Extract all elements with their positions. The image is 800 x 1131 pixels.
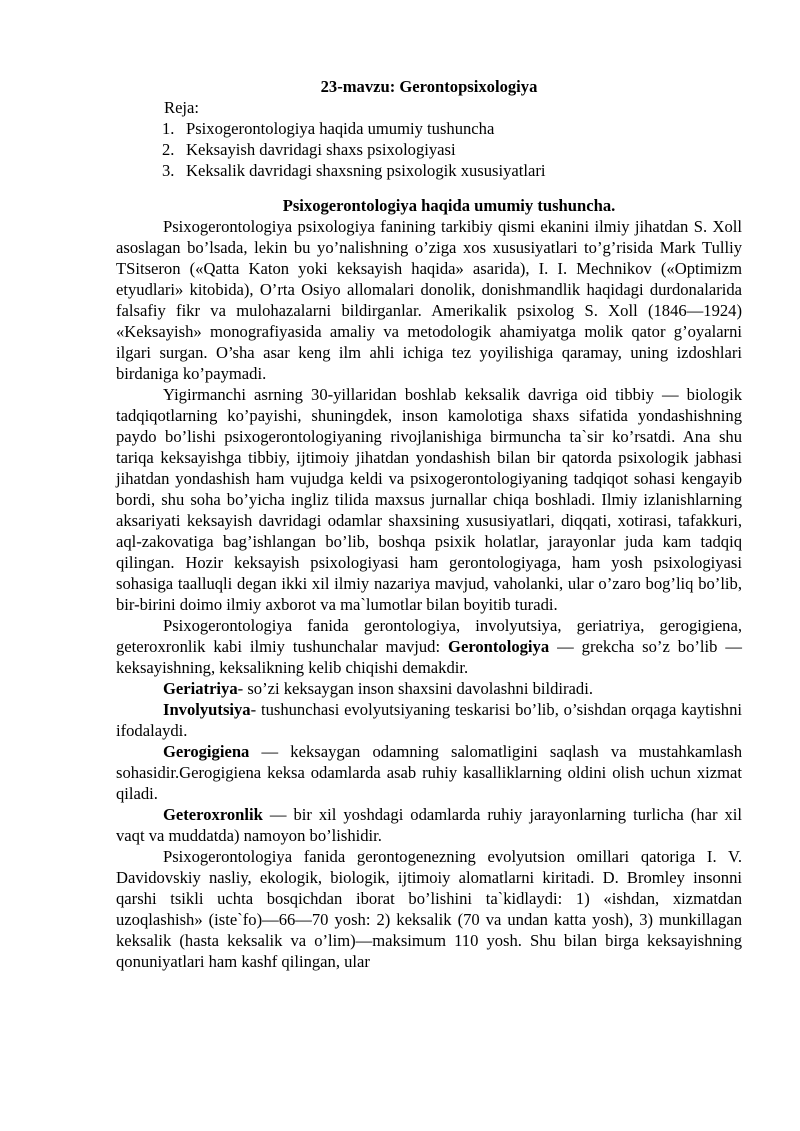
paragraph: Yigirmanchi asrning 30-yillaridan boshlab keksalik davriga oid tibbiy — biologik tadqiqotlarning ko’payishi, shuningdek, inson kamolotiga shaxs sifatida yondashishning paydo bo’lishi psixogerontologiyaning rivojlanishiga birmuncha ta`sir ko’rsatdi. Ana shu tariqa keksayishga tibbiy, ijtimoiy jihatdan yondashish bilan bir qatorda psixologik jabhasi jihatdan yondashish ham vujudga keldi va psixogerontologiyaning tadqiqot sohasi kengayib bordi, shu soha bo’yicha ingliz tilida maxsus jurnallar chiqa boshladi. Ilmiy izlanishlarning aksariyati keksayish davridagi odamlar shaxsining xususiyatlari, diqqati, xotirasi, tafakkuri, aql-zakovatiga bag’ishlangan bo’lib, boshqa psixik holatlar, jarayonlar juda kam tadqiq qilingan. Hozir keksayish psixologiyasi ham gerontologiyaga, ham yosh psixologiyasi sohasiga taalluqli degan ikki xil ilmiy nazariya mavjud, vaholanki, ular o’zaro bog’liq bo’lib, bir-birini doimo ilmiy axborot va ma`lumotlar bilan boyitib turadi. [116,385,742,614]
plan-list [116,118,742,181]
term: Gerontologiya [448,637,550,656]
term: Involyutsiya [163,700,251,719]
paragraph: Gerogigiena — keksaygan odamning salomatligini saqlash va mustahkamlash sohasidir.Gerogigiena keksa odamlarda asab ruhiy kasalliklarning oldini olish uchun xizmat qiladi. [116,742,742,803]
term: Gerogigiena [163,742,250,761]
paragraph: Psixogerontologiya fanida gerontogenezning evolyutsion omillari qatoriga I. V. Davidovskiy nasliy, ekologik, biologik, ijtimoiy alomatlarni kiritadi. D. Bromley insonni qarshi tsikli uchta bosqichdan iborat bo’lishini ta`kidlaydi: 1) «ishdan, xizmatdan uzoqlashish» (iste`fo)—66—70 yosh: 2) keksalik (70 va undan katta yosh), 3) munkillagan keksalik (hasta keksalik va o’lim)—maksimum 110 yosh. Shu bilan birga keksayishning qonuniyatlari ham kashf qilingan, ular [116,847,742,971]
list-item: 1. Psixogerontologiya haqida umumiy tushuncha [162,119,495,138]
paragraph: Geriatriya- so’zi keksaygan inson shaxsini davolashni bildiradi. [163,679,593,698]
document-page [116,70,742,972]
term: Geteroxronlik [163,805,263,824]
paragraph: Geteroxronlik — bir xil yoshdagi odamlarda ruhiy jarayonlarning turlicha (har xil vaqt va muddatda) namoyon bo’lishidir. [116,805,742,845]
list-item: 3. Keksalik davridagi shaxsning psixologik xususiyatlari [162,161,546,180]
paragraph: Psixogerontologiya fanida gerontologiya, involyutsiya, geriatriya, gerogigiena, geteroxronlik kabi ilmiy tushunchalar mavjud: Gerontologiya — grekcha so’z bo’lib — keksayishning, keksalikning kelib chiqishi demakdir. [116,616,742,677]
term: Geriatriya [163,679,238,698]
paragraph: Psixogerontologiya psixologiya fanining tarkibiy qismi ekanini ilmiy jihatdan S. Xoll asoslagan bo’lsada, lekin bu yo’nalishning o’ziga xos xususiyatlari to’g’risida Mark Tulliy TSitseron («Qatta Katon yoki keksayish haqida» asarida), I. I. Mechnikov («Optimizm etyudlari» kitobida), O’rta Osiyo allomalari donolik, donishmandlik haqidagi durdonalarida falsafiy fikr va mulohazalarni bildirganlar. Amerikalik psixolog S. Xoll (1846—1924) «Keksayish» monografiyasida amaliy va metodologik ahamiyatga molik qator g’oyalarni ilgari surgan. O’sha asar keng ilm ahli ichiga tez yoyilishiga qaramay, uning izdoshlari birdaniga ko’paymadi. [116,217,742,383]
paragraph: Involyutsiya- tushunchasi evolyutsiyaning teskarisi bo’lib, o’sishdan orqaga kaytishni ifodalaydi. [116,700,742,740]
page-title: 23-mavzu: Gerontopsixologiya [320,77,538,96]
list-item: 2. Keksayish davridagi shaxs psixologiyasi [162,140,456,159]
section-title: Psixogerontologiya haqida umumiy tushuncha. [282,196,616,215]
plan-label: Reja: [164,98,200,117]
